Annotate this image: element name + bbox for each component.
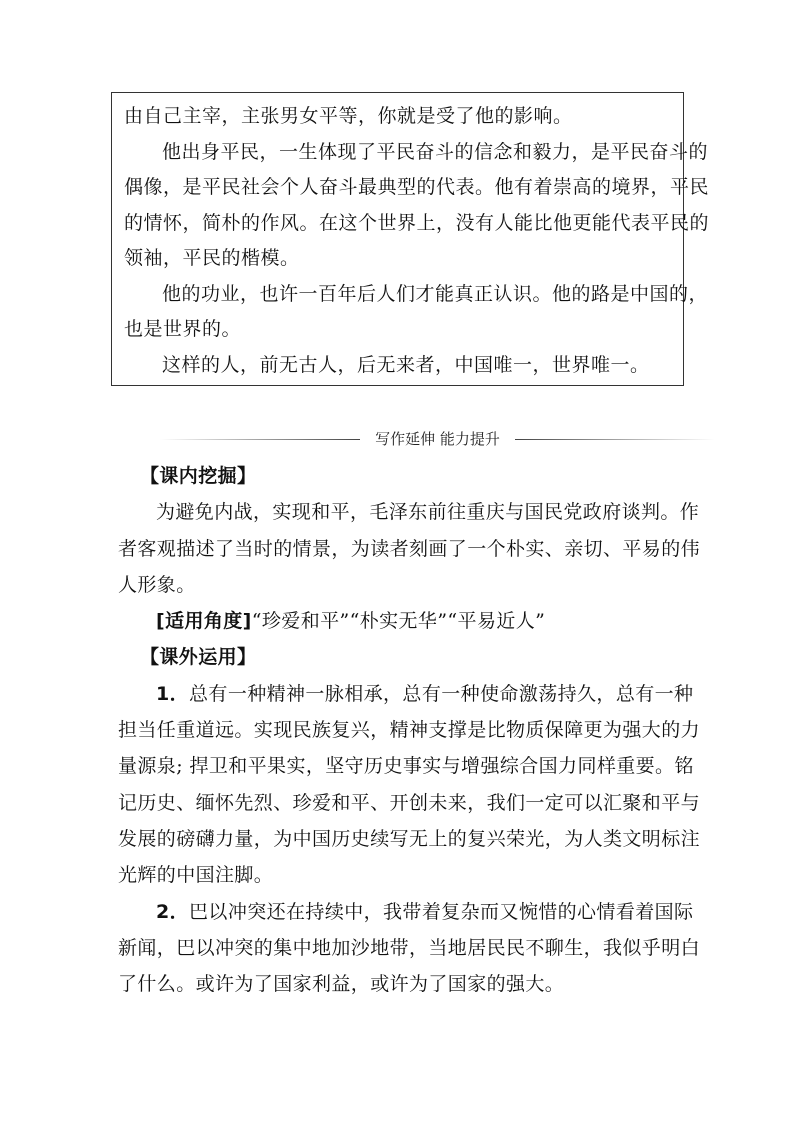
- passage-line: 他出身平民，一生体现了平民奋斗的信念和毅力，是平民奋斗的: [162, 140, 709, 163]
- applicable-angle-line: [118, 603, 688, 639]
- item-2-line: [118, 894, 694, 930]
- passage-line: 也是世界的。: [124, 318, 242, 340]
- body-line: 为避免内战，实现和平，毛泽东前往重庆与国民党政府谈判。作: [156, 501, 700, 524]
- passage-line: 由自己主宰，主张男女平等，你就是受了他的影响。: [124, 105, 573, 127]
- passage-line: 领袖，平民的楷模。: [124, 247, 300, 269]
- body-line: 量源泉; 捍卫和平果实，坚守历史事实与增强综合国力同样重要。铭: [118, 755, 694, 778]
- passage-paragraph-2: [124, 135, 710, 277]
- passage-line: 他的功业，也许一百年后人们才能真正认识。他的路是中国的，: [162, 282, 709, 305]
- divider-title: 写作延伸 能力提升: [375, 430, 500, 448]
- section-heading-extracurricular: 【课外运用】: [140, 646, 257, 669]
- body-line: 担当任重道远。实现民族复兴，精神支撑是比物质保障更为强大的力: [118, 719, 701, 742]
- item-2-number: 2．: [156, 900, 190, 923]
- body-line: 新闻，巴以冲突的集中地加沙地带，当地居民民不聊生，我似乎明白: [118, 936, 701, 959]
- body-line: 记历史、缅怀先烈、珍爱和平、开创未来，我们一定可以汇聚和平与: [118, 791, 701, 814]
- passage-paragraph-1: [124, 99, 671, 135]
- item-1-text: 总有一种精神一脉相承，总有一种使命激荡持久，总有一种: [189, 682, 694, 705]
- section-divider: [160, 428, 715, 450]
- item-1-number: 1．: [156, 682, 190, 705]
- applicable-angle-text: “珍爱和平”“朴实无华”“平易近人”: [251, 610, 546, 633]
- applicable-angle-label: [适用角度]: [156, 610, 252, 633]
- body-line: 者客观描述了当时的情景，为读者刻画了一个朴实、亲切、平易的伟: [118, 537, 701, 560]
- divider-rule-right: [515, 439, 715, 440]
- passage-line: 偶像，是平民社会个人奋斗最典型的代表。他有着崇高的境界，平民: [124, 176, 710, 198]
- main-content: [118, 458, 701, 1002]
- passage-line: 这样的人，前无古人，后无来者，中国唯一，世界唯一。: [162, 353, 650, 376]
- item-2-text: 巴以冲突还在持续中，我带着复杂而又惋惜的心情看着国际: [189, 900, 694, 923]
- passage-paragraph-4: [124, 348, 671, 384]
- body-line: 光辉的中国注脚。: [118, 864, 274, 887]
- body-line: 人形象。: [118, 573, 196, 596]
- body-line: 发展的磅礴力量，为中国历史续写无上的复兴荣光，为人类文明标注: [118, 827, 701, 850]
- section-heading-in-class: 【课内挖掘】: [140, 465, 257, 487]
- quoted-passage-box: [111, 92, 710, 386]
- body-line: 了什么。或许为了国家利益，或许为了国家的强大。: [118, 973, 565, 996]
- passage-paragraph-3: [124, 277, 709, 348]
- divider-rule-left: [160, 439, 360, 440]
- passage-line: 的情怀，简朴的作风。在这个世界上，没有人能比他更能代表平民的: [124, 211, 710, 234]
- item-1-line: [118, 676, 694, 712]
